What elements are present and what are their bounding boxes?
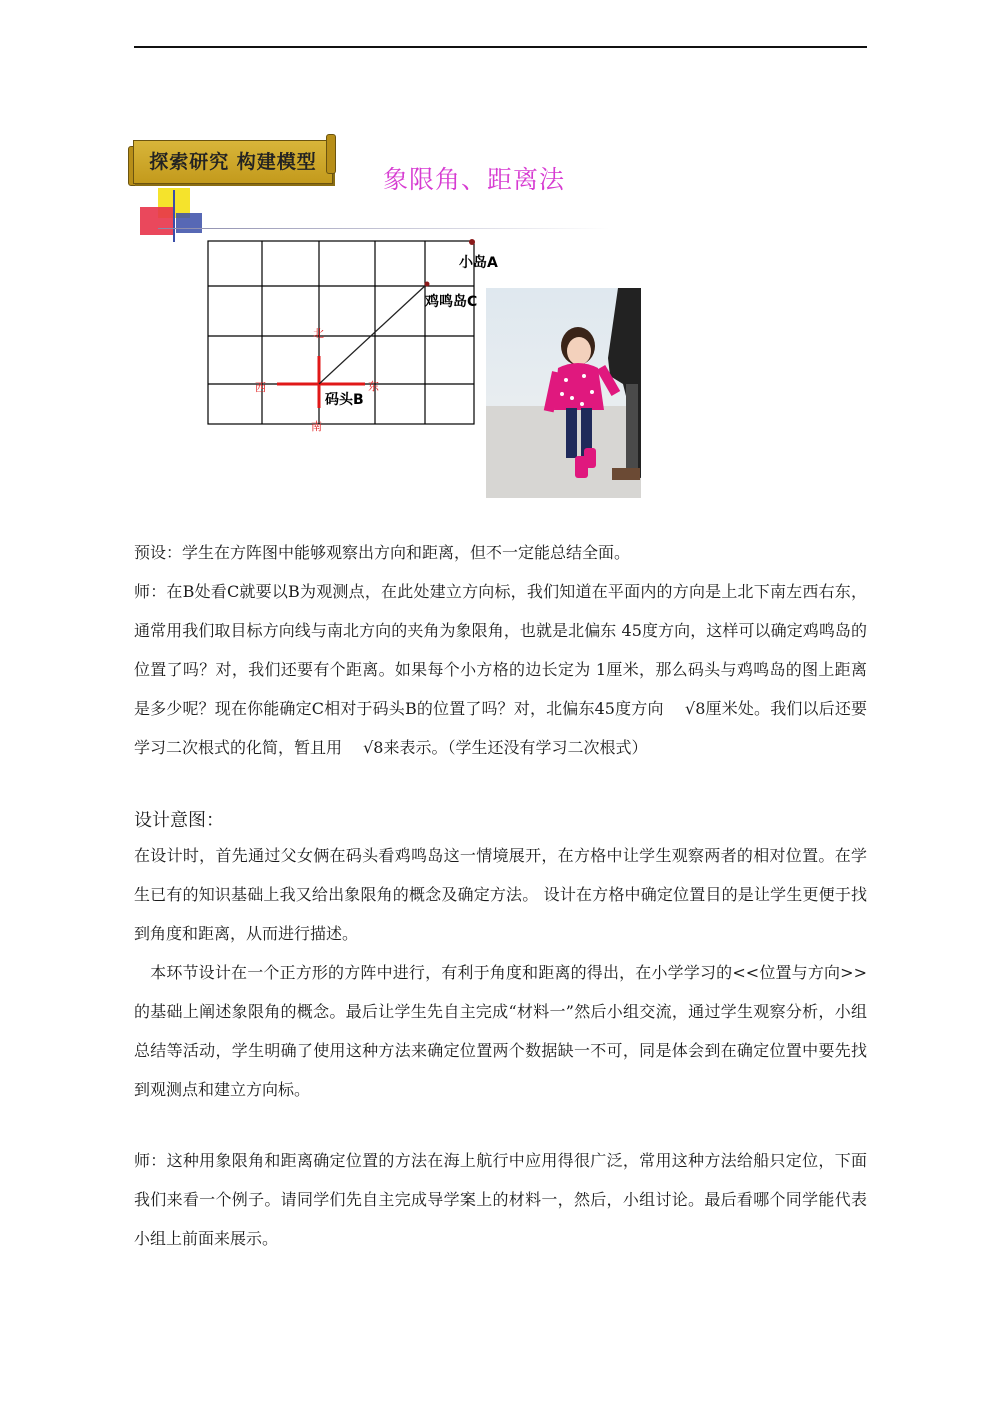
island-c-label: 鸡鸣岛C bbox=[425, 294, 478, 310]
island-c-point bbox=[425, 282, 430, 287]
design-intent-heading: 设计意图： bbox=[134, 810, 224, 831]
section-banner bbox=[133, 140, 333, 184]
paragraph-design-2: 本环节设计在一个正方形的方阵中进行，有利于角度和距离的得出，在小学学习的<<位置与方向>>的基础上阐述象限角的概念。最后让学生先自主完成“材料一”然后小组交流，通过学生观察分析，小组总结等活动，学生明确了使用这种方法来确定位置两个数据缺一不可，同是体会到在确定位置中要先找到观测点和建立方向标。 bbox=[134, 963, 867, 1099]
east-label: 东 bbox=[368, 380, 379, 393]
paragraph-teacher-explanation: 师：在B处看C就要以B为观测点，在此处建立方向标，我们知道在平面内的方向是上北下南左西右东，通常用我们取目标方向线与南北方向的夹角为象限角，也就是北偏东 45度方向，这样可以确定鸡鸣岛的位置了吗？对，我们还要有个距离。如果每个小方格的边长定为 1厘米，那么码头与鸡鸣岛的图上距离是多少呢？现在你能确定C相对于码头B的位置了吗？对，北偏东45度方向 √8厘米处。我们以后还要学习二次根式的化简，暂且用 √8来表示。（学生还没有学习二次根式） bbox=[134, 582, 867, 757]
slide-title: 象限角、距离法 bbox=[383, 165, 566, 194]
banner-scroll-right bbox=[326, 134, 336, 174]
father-daughter-photo bbox=[486, 288, 641, 498]
section-banner-text: 探索研究 构建模型 bbox=[149, 151, 317, 173]
deco-horizontal-line bbox=[158, 228, 610, 229]
deco-vertical-line bbox=[173, 190, 175, 242]
bearing-line bbox=[319, 284, 427, 384]
paragraph-teacher-example: 师：这种用象限角和距离确定位置的方法在海上航行中应用得很广泛，常用这种方法给船只定位，下面我们来看一个例子。请同学们先自主完成导学案上的材料一，然后，小组讨论。最后看哪个同学能代表小组上前面来展示。 bbox=[134, 1151, 867, 1248]
island-a-point bbox=[469, 239, 475, 245]
paragraph-design-1: 在设计时，首先通过父女俩在码头看鸡鸣岛这一情境展开，在方格中让学生观察两者的相对位置。在学生已有的知识基础上我又给出象限角的概念及确定方法。 设计在方格中确定位置目的是让学生更便于找到角度和距离，从而进行描述。 bbox=[134, 846, 867, 943]
paragraph-preset: 预设：学生在方阵图中能够观察出方向和距离，但不一定能总结全面。 bbox=[134, 543, 631, 562]
grid-diagram bbox=[205, 238, 498, 433]
north-label: 北 bbox=[313, 327, 324, 340]
west-label: 西 bbox=[255, 381, 266, 394]
island-a-label: 小岛A bbox=[459, 255, 498, 271]
south-label: 南 bbox=[311, 420, 322, 433]
deco-red-square bbox=[140, 207, 174, 235]
header-rule bbox=[134, 46, 867, 48]
pier-b-label: 码头B bbox=[325, 392, 364, 408]
grid-figure bbox=[205, 238, 498, 437]
deco-blue-square bbox=[176, 213, 202, 233]
